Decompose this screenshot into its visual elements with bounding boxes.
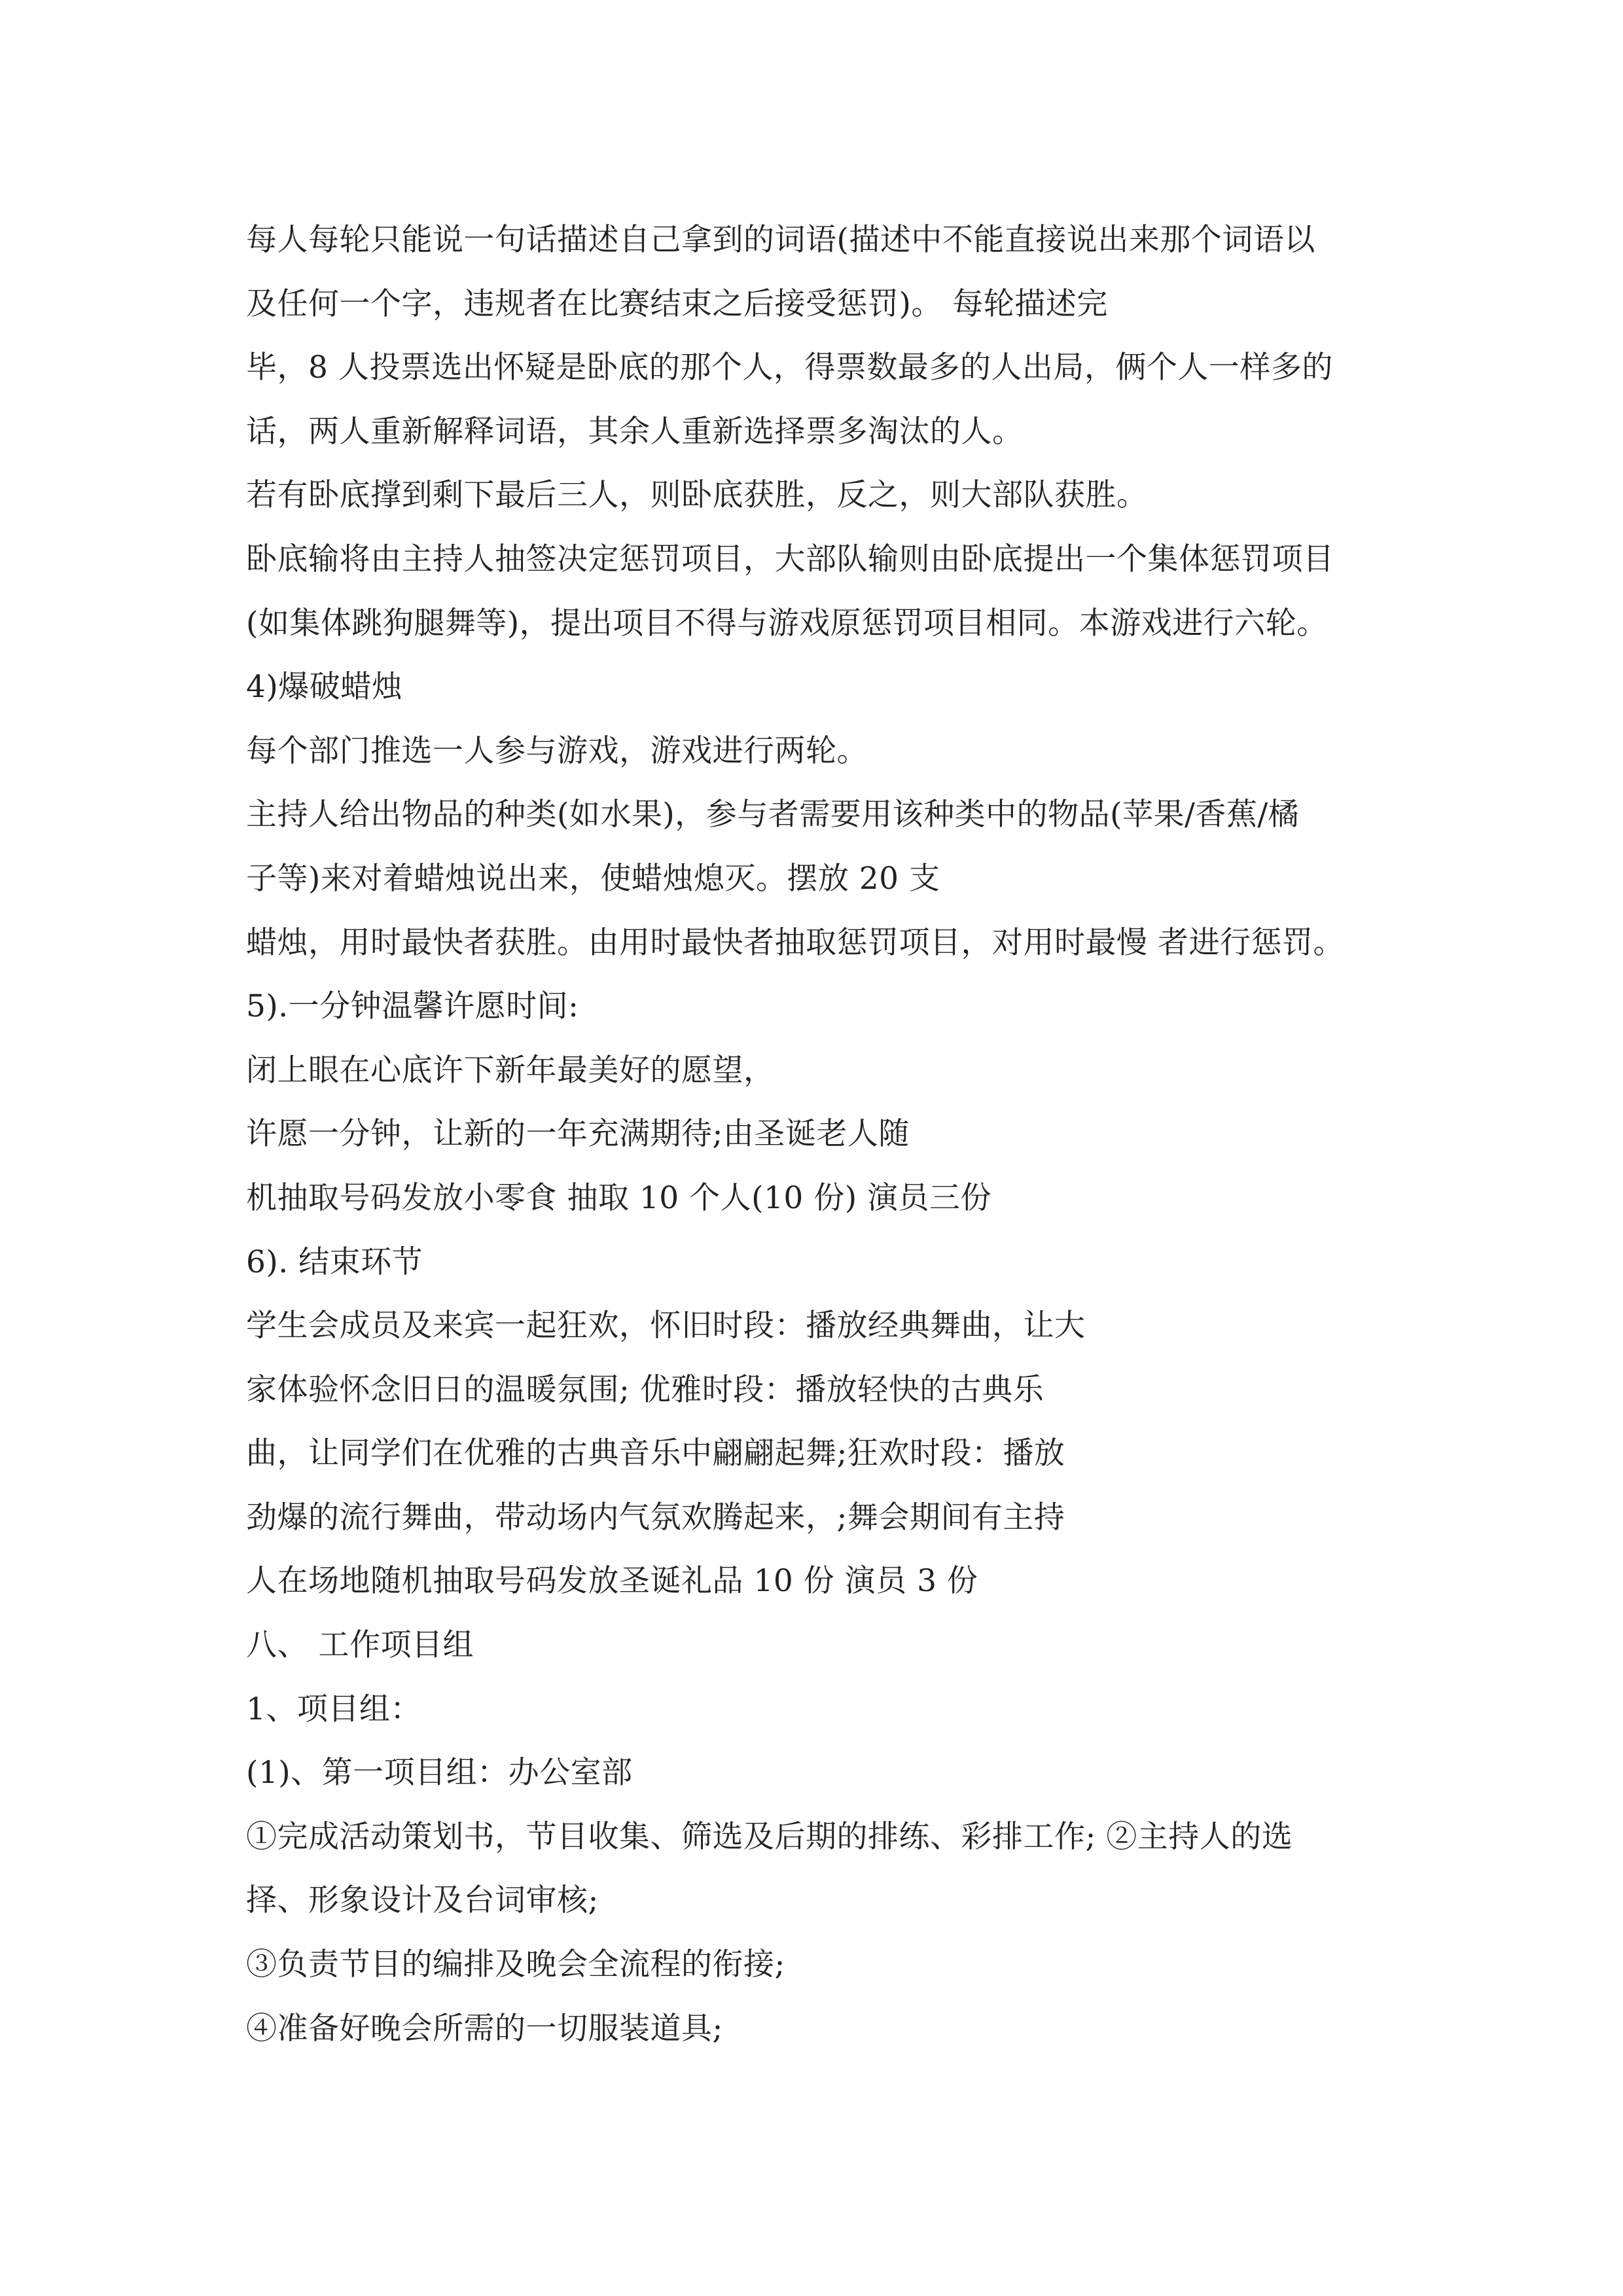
body-text: [246, 208, 1424, 2060]
text-line: 许愿一分钟，让新的一年充满期待;由圣诞老人随: [246, 1116, 910, 1153]
text-line: 话，两人重新解释词语，其余人重新选择票多淘汰的人。: [246, 413, 1024, 450]
text-line: 毕，8 人投票选出怀疑是卧底的那个人，得票数最多的人出局，俩个人一样多的: [246, 350, 1333, 386]
text-line: 若有卧底撑到剩下最后三人，则卧底获胜，反之，则大部队获胜。: [246, 477, 1148, 514]
text-line: 子等)来对着蜡烛说出来，使蜡烛熄灭。摆放 20 支: [246, 860, 940, 897]
section-heading: 6). 结束环节: [246, 1244, 423, 1280]
subsection-heading: 1、项目组：: [246, 1691, 421, 1727]
section-heading: 八、 工作项目组: [246, 1627, 474, 1664]
list-item: ④准备好晚会所需的一切服装道具;: [246, 2010, 723, 2047]
text-line: 卧底输将由主持人抽签决定惩罚项目，大部队输则由卧底提出一个集体惩罚项目: [246, 541, 1334, 577]
text-line: 学生会成员及来宾一起狂欢，怀旧时段：播放经典舞曲，让大: [246, 1308, 1086, 1344]
text-line: 及任何一个字，违规者在比赛结束之后接受惩罚)。 每轮描述完: [246, 285, 1108, 322]
list-item: ①完成活动策划书，节目收集、筛选及后期的排练、彩排工作; ②主持人的选: [246, 1818, 1293, 1855]
subsection-heading: (1)、第一项目组：办公室部: [246, 1755, 633, 1791]
list-item: ③负责节目的编排及晚会全流程的衔接;: [246, 1946, 785, 1983]
text-line: 每人每轮只能说一句话描述自己拿到的词语(描述中不能直接说出来那个词语以: [246, 222, 1315, 258]
section-heading: 4)爆破蜡烛: [246, 669, 403, 706]
text-line: 主持人给出物品的种类(如水果)，参与者需要用该种类中的物品(苹果/香蕉/橘: [246, 797, 1300, 833]
text-line: 蜡烛，用时最快者获胜。由用时最快者抽取惩罚项目，对用时最慢 者进行惩罚。: [246, 924, 1344, 961]
text-line: 人在场地随机抽取号码发放圣诞礼品 10 份 演员 3 份: [246, 1563, 978, 1600]
text-line: 曲，让同学们在优雅的古典音乐中翩翩起舞;狂欢时段：播放: [246, 1435, 1065, 1472]
list-item: 择、形象设计及台词审核;: [246, 1882, 599, 1919]
text-line: 劲爆的流行舞曲，带动场内气氛欢腾起来，;舞会期间有主持: [246, 1499, 1065, 1535]
text-line: 闭上眼在心底许下新年最美好的愿望，: [246, 1052, 775, 1088]
text-line: 每个部门推选一人参与游戏，游戏进行两轮。: [246, 732, 868, 769]
text-line: 机抽取号码发放小零食 抽取 10 个人(10 份) 演员三份: [246, 1179, 991, 1216]
text-line: 家体验怀念旧日的温暖氛围; 优雅时段：播放轻快的古典乐: [246, 1371, 1044, 1408]
text-line: (如集体跳狗腿舞等)，提出项目不得与游戏原惩罚项目相同。本游戏进行六轮。: [246, 605, 1328, 641]
section-heading: 5).一分钟温馨许愿时间:: [246, 988, 579, 1025]
